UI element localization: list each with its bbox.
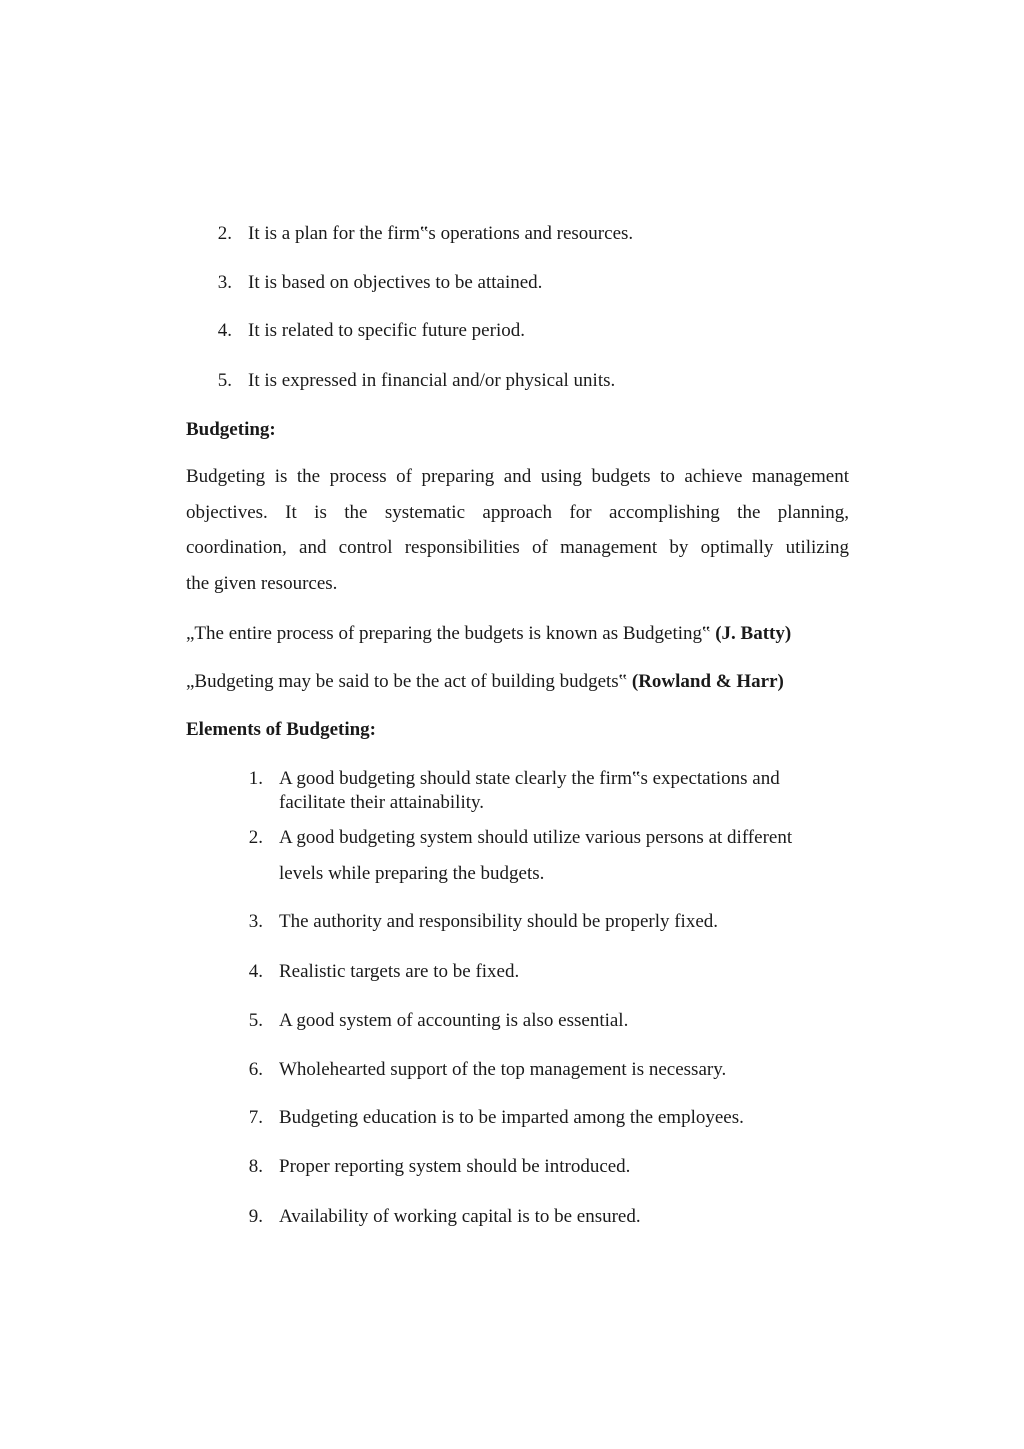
list-text: It is expressed in financial and/or physical units. [248,370,616,391]
list-text: Proper reporting system should be introduced. [279,1156,631,1177]
list-text: A good budgeting system should utilize various persons at different [279,827,793,848]
list-number: 3. [248,911,263,932]
paragraph-line: Budgeting is the process of preparing and using budgets to achieve management [186,466,849,487]
list-text: A good system of accounting is also essential. [279,1010,629,1031]
list-number: 6. [248,1059,263,1080]
list-text: It is a plan for the firm‟s operations and resources. [248,223,634,244]
section-heading-budgeting: Budgeting: [186,419,276,440]
list-number: 9. [248,1206,263,1227]
list-text: Availability of working capital is to be ensured. [279,1206,641,1227]
list-text: It is based on objectives to be attained. [248,272,543,293]
paragraph-line: coordination, and control responsibilities of management by optimally utilizing [186,537,849,558]
list-text: facilitate their attainability. [279,792,485,813]
list-number: 5. [248,1010,263,1031]
list-number: 2. [248,827,263,848]
list-number: 4. [248,961,263,982]
quote-text: „Budgeting may be said to be the act of building budgets‟ [186,671,632,692]
quote-text: „The entire process of preparing the budgets is known as Budgeting‟ [186,623,716,644]
quote-author: (J. Batty) [715,623,792,644]
list-text: levels while preparing the budgets. [279,863,545,884]
list-number: 5. [217,370,232,391]
list-text: Wholehearted support of the top management is necessary. [279,1059,727,1080]
quote-rowland-harr [186,670,784,694]
list-number: 4. [217,320,232,341]
list-number: 8. [248,1156,263,1177]
paragraph-line: the given resources. [186,572,338,594]
list-text: Budgeting education is to be imparted among the employees. [279,1107,744,1128]
list-text: It is related to specific future period. [248,320,525,341]
list-number: 2. [217,223,232,244]
list-number: 1. [248,768,263,789]
list-text: Realistic targets are to be fixed. [279,961,520,982]
list-text: The authority and responsibility should be properly fixed. [279,911,719,932]
quote-batty [186,622,791,646]
paragraph-line: objectives. It is the systematic approach for accomplishing the planning, [186,501,849,523]
budgeting-paragraph [186,459,849,601]
list-number: 3. [217,272,232,293]
list-number: 7. [248,1107,263,1128]
section-heading-elements: Elements of Budgeting: [186,719,376,740]
list-text: A good budgeting should state clearly the firm‟s expectations and [279,768,780,789]
quote-author: (Rowland & Harr) [631,671,784,692]
